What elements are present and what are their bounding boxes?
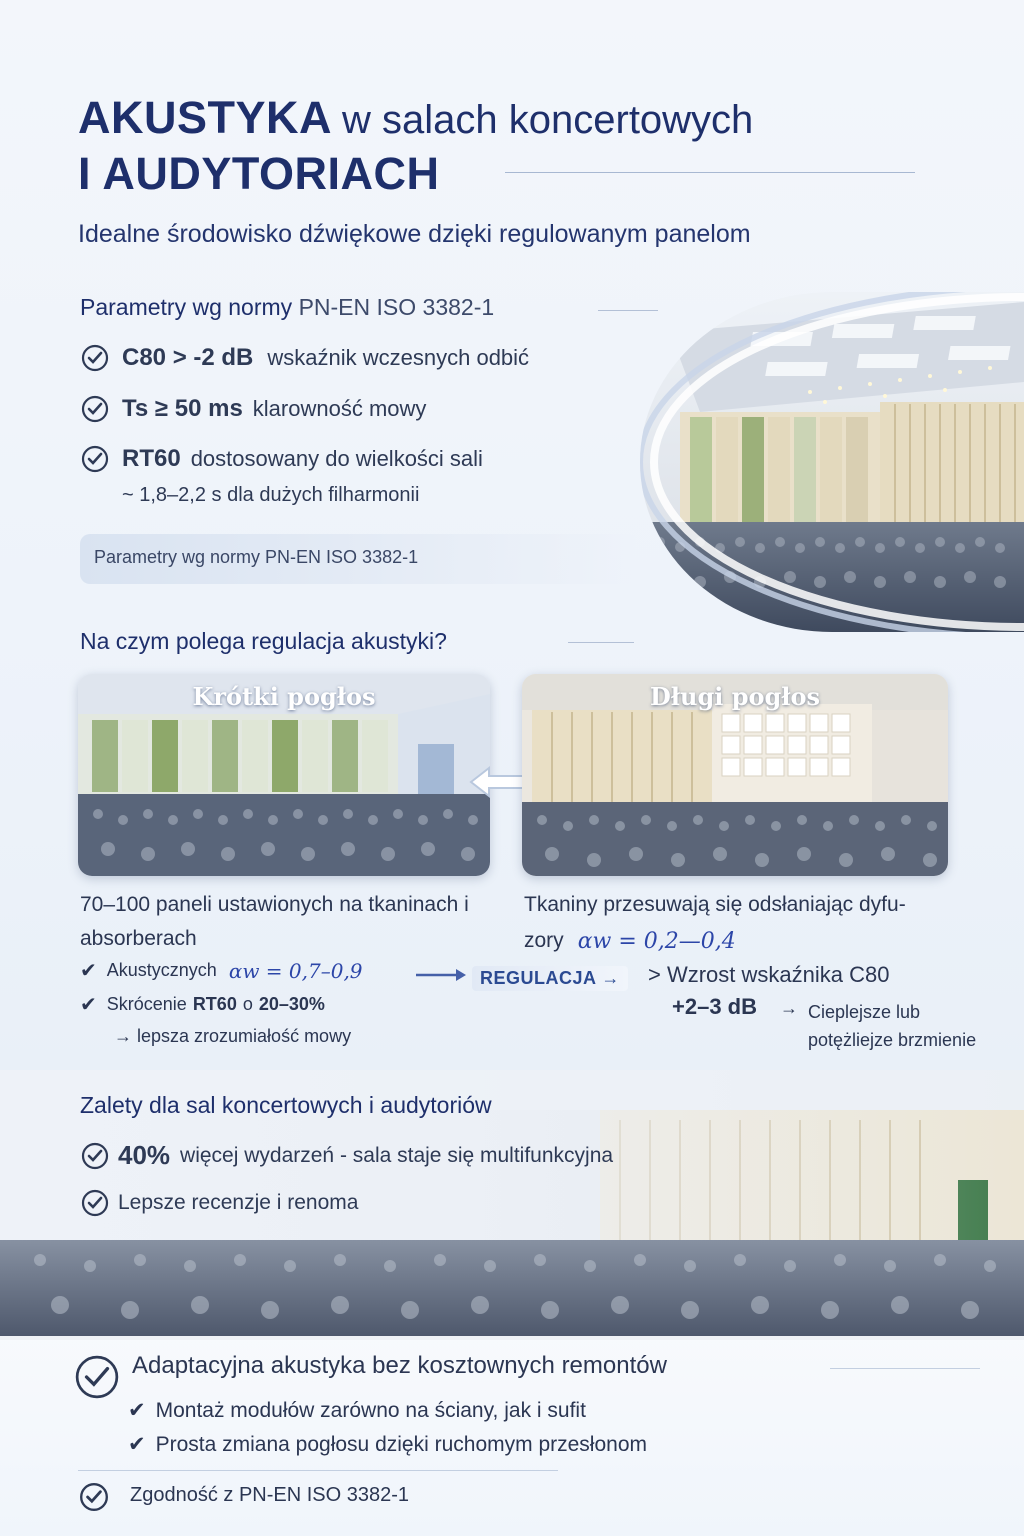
concert-hall-oval-image: [640, 292, 1024, 632]
benefit-text: więcej wydarzeń - sala staje się multifunkcyjna: [180, 1143, 614, 1167]
title-rest: w salach koncertowych: [342, 98, 754, 142]
footer-item: [128, 1432, 647, 1457]
short-reverb-caption: Krótki pogłos: [192, 682, 376, 711]
param-item: [80, 394, 426, 424]
params-heading-norm: PN-EN ISO 3382-1: [298, 294, 495, 320]
right-description-b-row: [524, 924, 736, 958]
right-item-c2: potężliejze brzmienie: [808, 1030, 977, 1050]
param-bold: RT60: [122, 445, 181, 472]
right-alpha: αw = 0,2—0,4: [577, 928, 736, 954]
right-item-arrow: →: [780, 998, 798, 1018]
connector-arrow-icon: [416, 968, 466, 982]
right-description-a: Tkaniny przesuwają się odsłaniając dyfu-: [524, 893, 906, 916]
check-icon: ✔: [128, 1399, 146, 1422]
left-item: [80, 958, 363, 983]
right-item-c1: Cieplejsze lub: [808, 1002, 921, 1022]
param-bold: C80 > -2 dB: [122, 344, 254, 371]
page-subtitle: Idealne środowisko dźwiękowe dzięki regulowanym panelom: [78, 220, 751, 248]
check-circle-icon: [80, 444, 110, 474]
check-circle-icon: [80, 343, 110, 373]
title-line2: I AUDYTORIACH: [78, 148, 440, 199]
left-item-mid: o: [242, 994, 253, 1014]
footer-item-text: Montaż modułów zarówno na ściany, jak i sufit: [155, 1398, 586, 1422]
title-strong: AKUSTYKA: [78, 92, 333, 143]
benefit-text: Lepsze recenzje i renoma: [118, 1191, 359, 1214]
right-item-b: +2–3 dB: [672, 994, 757, 1019]
params-heading-rule: [598, 310, 658, 311]
norm-pill: Parametry wg normy PN-EN ISO 3382-1: [80, 534, 640, 584]
rt60-note: ~ 1,8–2,2 s dla dużych filharmonii: [122, 484, 420, 506]
check-circle-icon: [80, 1188, 110, 1218]
params-heading-bold: Parametry wg normy: [80, 294, 293, 320]
footer-divider: [78, 1470, 558, 1471]
left-description: 70–100 paneli ustawionych na tkaninach i absorberach: [80, 893, 469, 950]
footer-item: [128, 1398, 586, 1423]
long-reverb-caption: Długi pogłos: [649, 682, 821, 711]
right-description-b: zory: [524, 929, 564, 952]
check-circle-icon: [80, 1141, 110, 1171]
footer-item-text: Prosta zmiana pogłosu dzięki ruchomym przesłonom: [155, 1432, 647, 1456]
regulation-heading: Na czym polega regulacja akustyki?: [80, 628, 447, 654]
footer-headline: Adaptacyjna akustyka bez kosztownych remontów: [132, 1352, 667, 1379]
regulation-badge: REGULACJA →: [472, 966, 628, 991]
check-circle-icon: [80, 394, 110, 424]
left-item-text: Akustycznych: [106, 960, 217, 980]
page-title: [78, 92, 753, 144]
regulation-heading-rule: [568, 642, 634, 643]
param-text: dostosowany do wielkości sali: [190, 446, 483, 471]
left-item-pre: Skrócenie: [106, 994, 187, 1014]
benefit-bold: 40%: [118, 1140, 171, 1170]
benefit-item: [80, 1140, 613, 1171]
left-item: [80, 992, 325, 1017]
left-sub: → lepsza zrozumiałość mowy: [114, 1026, 352, 1046]
benefit-item: [80, 1188, 358, 1218]
check-icon: ✔: [80, 994, 97, 1016]
check-circle-icon: [78, 1481, 110, 1513]
param-text: wskaźnik wczesnych odbić: [267, 345, 530, 370]
param-item: [80, 444, 483, 474]
left-item-bold-a: RT60: [192, 994, 237, 1014]
param-bold: Ts ≥ 50 ms: [122, 395, 243, 422]
title-divider: [505, 172, 915, 173]
compliance-text: Zgodność z PN-EN ISO 3382-1: [130, 1484, 410, 1506]
check-icon: ✔: [80, 960, 97, 982]
benefits-heading: Zalety dla sal koncertowych i audytoriów: [80, 1092, 492, 1118]
short-reverb-image: [78, 674, 490, 876]
params-heading: [80, 294, 494, 321]
param-item: [80, 343, 529, 373]
footer-headline-rule: [830, 1368, 980, 1369]
left-item-bold-b: 20–30%: [258, 994, 325, 1014]
check-circle-large-icon: [74, 1354, 120, 1400]
right-item-a: > Wzrost wskaźnika C80: [648, 962, 890, 987]
param-text: klarowność mowy: [252, 396, 427, 421]
long-reverb-image: [522, 674, 948, 876]
check-icon: ✔: [128, 1433, 146, 1456]
left-item-alpha: αw = 0,7–0,9: [228, 958, 363, 983]
